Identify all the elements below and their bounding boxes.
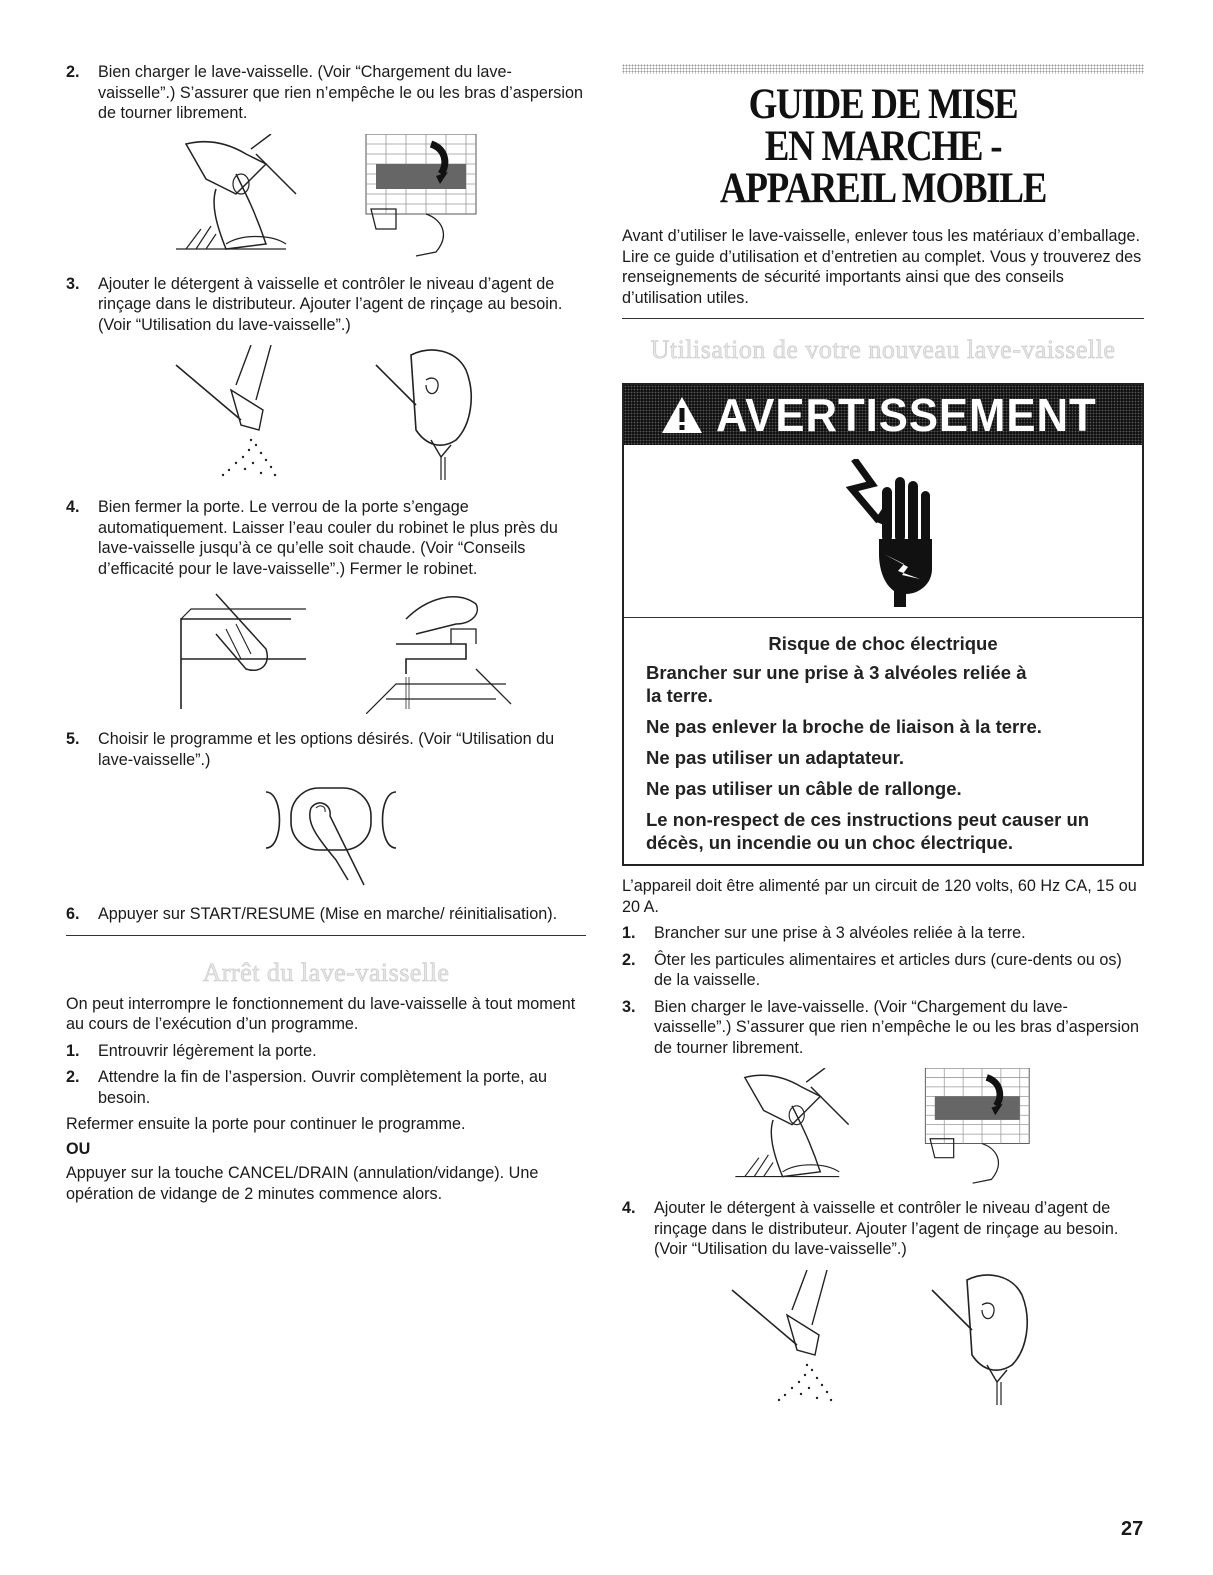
stop-steps-list xyxy=(66,1041,586,1109)
step-number: 2. xyxy=(622,950,636,969)
setup-step-4-detergent xyxy=(622,1198,1144,1260)
step-number: 5. xyxy=(66,730,80,748)
step-5-select-cycle xyxy=(66,729,586,770)
warning-line-5: Le non-respect de ces instructions peut causer un décès, un incendie ou un choc électrique. xyxy=(646,809,1090,853)
warning-pictogram-area xyxy=(624,445,1142,618)
right-column xyxy=(622,62,1144,1422)
warning-text-area xyxy=(624,618,1142,864)
guide-title-line-1: GUIDE DE MISE xyxy=(748,81,1018,128)
step-number: 3. xyxy=(66,274,80,293)
warning-header xyxy=(624,385,1142,445)
step-number: 2. xyxy=(66,63,80,81)
stop-step-1 xyxy=(66,1041,586,1062)
door-faucet-illustration xyxy=(66,589,586,717)
step-text: Ajouter le détergent à vaisselle et contrôler le niveau d’agent de rinçage dans le distributeur. Ajouter l’agent de rinçage au besoin. (Voir “Utilisation du lave-vaisselle”.) xyxy=(654,1199,1119,1258)
stop-section-heading: Arrêt du lave-vaisselle xyxy=(202,957,450,987)
step-text: Appuyer sur START/RESUME (Mise en marche/ réinitialisation). xyxy=(98,905,558,923)
page-number: 27 xyxy=(1121,1518,1144,1540)
step-number: 1. xyxy=(66,1041,80,1060)
rinse-aid-bottle-icon xyxy=(927,1270,1047,1410)
electric-shock-warning-box xyxy=(622,383,1144,866)
rinse-aid-bottle-icon xyxy=(371,345,491,485)
intro-paragraph: Avant d’utiliser le lave-vaisselle, enlever tous les matériaux d’emballage. Lire ce guide d’utilisation et d’entretien au complet. Vous y trouverez des renseignements de sécurité importants ainsi que des conseils d’utilisation utiles. xyxy=(622,227,1142,307)
warning-triangle-icon xyxy=(660,395,704,435)
step-text: Ôter les particules alimentaires et articles durs (cure-dents ou os) de la vaisselle. xyxy=(654,950,1122,989)
spray-arm-icon xyxy=(356,134,496,259)
step-text: Bien charger le lave-vaisselle. (Voir “Chargement du lave-vaisselle”.) S’assurer que rien n’empêche le ou les bras d’aspersion de tourner librement. xyxy=(98,63,583,122)
step-text: Attendre la fin de l’aspersion. Ouvrir complètement la porte, au besoin. xyxy=(98,1068,547,1107)
guide-title-block xyxy=(622,81,1144,212)
step-text: Brancher sur une prise à 3 alvéoles reliée à la terre. xyxy=(654,924,1026,942)
button-press-illustration xyxy=(66,780,586,892)
step-number: 3. xyxy=(622,997,636,1016)
stop-intro: On peut interrompre le fonctionnement du lave-vaisselle à tout moment au cours de l’exécution d’un programme. xyxy=(66,994,576,1033)
electric-shock-hand-icon xyxy=(824,459,944,609)
step-number: 2. xyxy=(66,1068,80,1086)
or-label: OU xyxy=(66,1139,91,1158)
section-divider xyxy=(622,318,1144,319)
warning-line-3: Ne pas utiliser un adaptateur. xyxy=(646,747,905,768)
setup-step-3 xyxy=(622,997,1144,1059)
setup-step-2 xyxy=(622,950,1144,991)
setup-step-1 xyxy=(622,923,1144,944)
door-close-icon xyxy=(171,589,316,714)
hazard-title: Risque de choc électrique xyxy=(768,633,998,654)
new-dishwasher-section-heading: Utilisation de votre nouveau lave-vaisselle xyxy=(650,335,1116,364)
step-4-close-door xyxy=(66,497,586,579)
detergent-pour-icon xyxy=(727,1270,857,1410)
finger-press-button-icon xyxy=(256,780,406,890)
step-3-detergent xyxy=(66,274,586,336)
cancel-instruction: Appuyer sur la touche CANCEL/DRAIN (annulation/vidange). Une opération de vidange de 2 minutes commence alors. xyxy=(66,1164,539,1203)
step-number: 6. xyxy=(66,905,80,923)
warning-line-2: Ne pas enlever la broche de liaison à la terre. xyxy=(646,716,1042,737)
section-divider xyxy=(66,935,586,936)
step-text: Bien fermer la porte. Le verrou de la porte s’engage automatiquement. Laisser l’eau couler du robinet le plus près du lave-vaisselle jusqu’à ce qu’elle soit chaude. (Voir “Conseils d’efficacité pour le lave-vaisselle”.) Fermer le robinet. xyxy=(98,498,558,578)
warning-line-4: Ne pas utiliser un câble de rallonge. xyxy=(646,778,962,799)
detergent-illustration-2 xyxy=(622,1270,1144,1410)
detergent-illustration xyxy=(66,345,586,485)
step-text: Entrouvrir légèrement la porte. xyxy=(98,1041,317,1060)
hand-loading-icon xyxy=(166,134,306,259)
left-column xyxy=(66,62,586,1204)
warning-signal-word: AVERTISSEMENT xyxy=(715,389,1097,441)
step-text: Bien charger le lave-vaisselle. (Voir “Chargement du lave-vaisselle”.) S’assurer que rien n’empêche le ou les bras d’aspersion de tourner librement. xyxy=(654,997,1139,1057)
power-requirements-note: L’appareil doit être alimenté par un circuit de 120 volts, 60 Hz CA, 15 ou 20 A. xyxy=(622,877,1137,916)
step-6-start xyxy=(66,904,586,925)
faucet-icon xyxy=(366,589,516,714)
warning-line-1: Brancher sur une prise à 3 alvéoles reliée à la terre. xyxy=(646,662,1027,706)
stop-close-note: Refermer ensuite la porte pour continuer le programme. xyxy=(66,1115,466,1133)
stop-step-2 xyxy=(66,1067,586,1108)
step-text: Ajouter le détergent à vaisselle et contrôler le niveau d’agent de rinçage dans le distributeur. Ajouter l’agent de rinçage au besoin. (Voir “Utilisation du lave-vaisselle”.) xyxy=(98,274,563,334)
guide-title-line-2: EN MARCHE - xyxy=(764,123,1002,170)
loading-illustration-2 xyxy=(622,1068,1144,1186)
step-number: 1. xyxy=(622,924,636,942)
step-number: 4. xyxy=(66,498,80,516)
guide-title-line-3: APPAREIL MOBILE xyxy=(719,165,1047,212)
hand-loading-icon xyxy=(722,1068,862,1186)
spray-arm-icon xyxy=(912,1068,1052,1186)
step-text: Choisir le programme et les options désirés. (Voir “Utilisation du lave-vaisselle”.) xyxy=(98,730,555,769)
loading-illustration xyxy=(66,134,586,262)
detergent-pour-icon xyxy=(171,345,301,485)
header-dotted-rule xyxy=(622,64,1144,74)
step-2-load xyxy=(66,62,586,124)
setup-steps-list xyxy=(622,923,1144,1058)
step-number: 4. xyxy=(622,1199,636,1217)
